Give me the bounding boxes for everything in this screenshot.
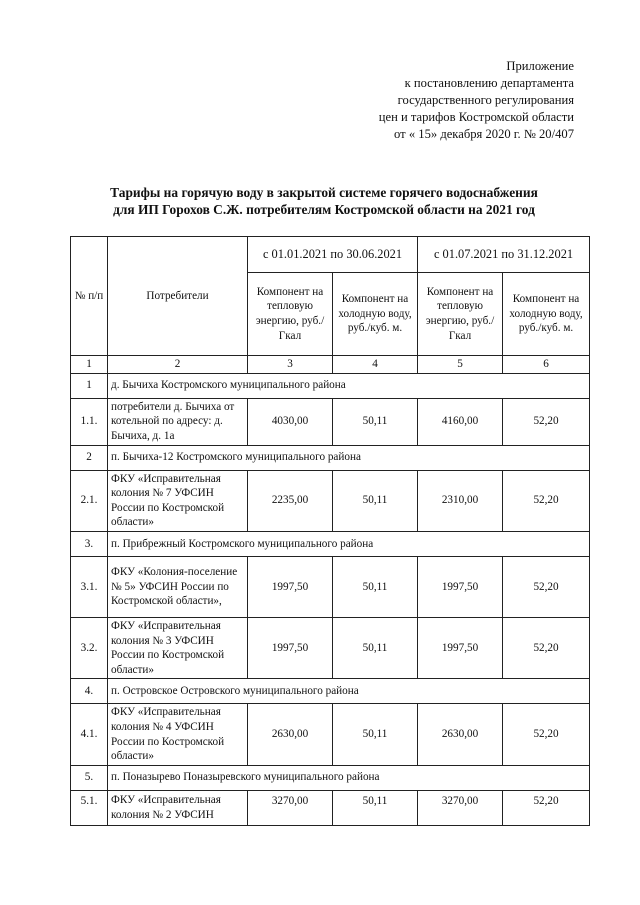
- section-row: [71, 445, 590, 470]
- row-cold-2: 52,20: [503, 556, 590, 617]
- section-row: [71, 765, 590, 790]
- header-comp-cold-2: Компонент на холодную воду, руб./куб. м.: [503, 273, 590, 356]
- col-number: 6: [503, 356, 590, 374]
- document-title: [60, 184, 588, 218]
- row-consumer: ФКУ «Исправительная колония № 2 УФСИН: [108, 790, 248, 825]
- section-name: п. Поназырево Поназыревского муниципального района: [108, 765, 590, 790]
- row-heat-2: 4160,00: [418, 398, 503, 445]
- col-number: 2: [108, 356, 248, 374]
- row-heat-1: 2630,00: [248, 704, 333, 765]
- row-consumer: потребители д. Бычиха от котельной по адресу: д. Бычиха, д. 1а: [108, 398, 248, 445]
- row-cold-1: 50,11: [333, 556, 418, 617]
- row-heat-2: 2630,00: [418, 704, 503, 765]
- section-num: 2: [71, 445, 108, 470]
- header-comp-cold-1: Компонент на холодную воду, руб./куб. м.: [333, 273, 418, 356]
- row-num: 3.2.: [71, 617, 108, 678]
- row-num: 4.1.: [71, 704, 108, 765]
- row-cold-2: 52,20: [503, 398, 590, 445]
- row-num: 2.1.: [71, 470, 108, 531]
- row-heat-1: 1997,50: [248, 617, 333, 678]
- section-row: [71, 531, 590, 556]
- column-numbers-row: [71, 356, 590, 374]
- row-consumer: ФКУ «Колония-поселение № 5» УФСИН России по Костромской области»,: [108, 556, 248, 617]
- row-cold-2: 52,20: [503, 617, 590, 678]
- header-comp-heat-1: Компонент на тепловую энергию, руб./Гкал: [248, 273, 333, 356]
- row-num: 1.1.: [71, 398, 108, 445]
- col-number: 3: [248, 356, 333, 374]
- row-heat-1: 3270,00: [248, 790, 333, 825]
- row-heat-2: 2310,00: [418, 470, 503, 531]
- title-line-1: Тарифы на горячую воду в закрытой системе горячего водоснабжения: [110, 185, 538, 200]
- col-number: 1: [71, 356, 108, 374]
- section-num: 5.: [71, 765, 108, 790]
- appendix-line: государственного регулирования: [397, 93, 574, 107]
- row-cold-2: 52,20: [503, 704, 590, 765]
- row-cold-1: 50,11: [333, 398, 418, 445]
- table-row: [71, 398, 590, 445]
- appendix-line: Приложение: [506, 59, 574, 73]
- row-cold-2: 52,20: [503, 470, 590, 531]
- section-name: п. Прибрежный Костромского муниципального района: [108, 531, 590, 556]
- header-row-periods: [71, 237, 590, 273]
- row-heat-2: 3270,00: [418, 790, 503, 825]
- row-heat-1: 1997,50: [248, 556, 333, 617]
- row-cold-1: 50,11: [333, 790, 418, 825]
- appendix-line: цен и тарифов Костромской области: [378, 110, 574, 124]
- row-consumer: ФКУ «Исправительная колония № 7 УФСИН России по Костромской области»: [108, 470, 248, 531]
- section-row: [71, 373, 590, 398]
- header-period-1: с 01.01.2021 по 30.06.2021: [248, 237, 418, 273]
- section-name: п. Бычиха-12 Костромского муниципального района: [108, 445, 590, 470]
- row-num: 3.1.: [71, 556, 108, 617]
- table-row: [71, 470, 590, 531]
- row-num: 5.1.: [71, 790, 108, 825]
- row-cold-1: 50,11: [333, 704, 418, 765]
- table-row: [71, 704, 590, 765]
- row-consumer: ФКУ «Исправительная колония № 4 УФСИН России по Костромской области»: [108, 704, 248, 765]
- section-num: 3.: [71, 531, 108, 556]
- header-num: № п/п: [71, 237, 108, 356]
- header-comp-heat-2: Компонент на тепловую энергию, руб./Гкал: [418, 273, 503, 356]
- col-number: 5: [418, 356, 503, 374]
- table-row: [71, 556, 590, 617]
- header-period-2: с 01.07.2021 по 31.12.2021: [418, 237, 590, 273]
- section-name: п. Островское Островского муниципального района: [108, 679, 590, 704]
- section-num: 4.: [71, 679, 108, 704]
- title-line-2: для ИП Горохов С.Ж. потребителям Костромской области на 2021 год: [113, 202, 535, 217]
- appendix-block: [274, 58, 574, 143]
- row-heat-1: 2235,00: [248, 470, 333, 531]
- section-num: 1: [71, 373, 108, 398]
- row-cold-1: 50,11: [333, 470, 418, 531]
- header-consumers: Потребители: [108, 237, 248, 356]
- section-row: [71, 679, 590, 704]
- appendix-line: к постановлению департамента: [404, 76, 574, 90]
- col-number: 4: [333, 356, 418, 374]
- row-heat-1: 4030,00: [248, 398, 333, 445]
- tariff-table: [70, 236, 590, 826]
- row-heat-2: 1997,50: [418, 617, 503, 678]
- row-cold-2: 52,20: [503, 790, 590, 825]
- row-consumer: ФКУ «Исправительная колония № 3 УФСИН России по Костромской области»: [108, 617, 248, 678]
- table-row: [71, 790, 590, 825]
- section-name: д. Бычиха Костромского муниципального района: [108, 373, 590, 398]
- row-cold-1: 50,11: [333, 617, 418, 678]
- row-heat-2: 1997,50: [418, 556, 503, 617]
- table-row: [71, 617, 590, 678]
- appendix-line: от « 15» декабря 2020 г. № 20/407: [394, 127, 574, 141]
